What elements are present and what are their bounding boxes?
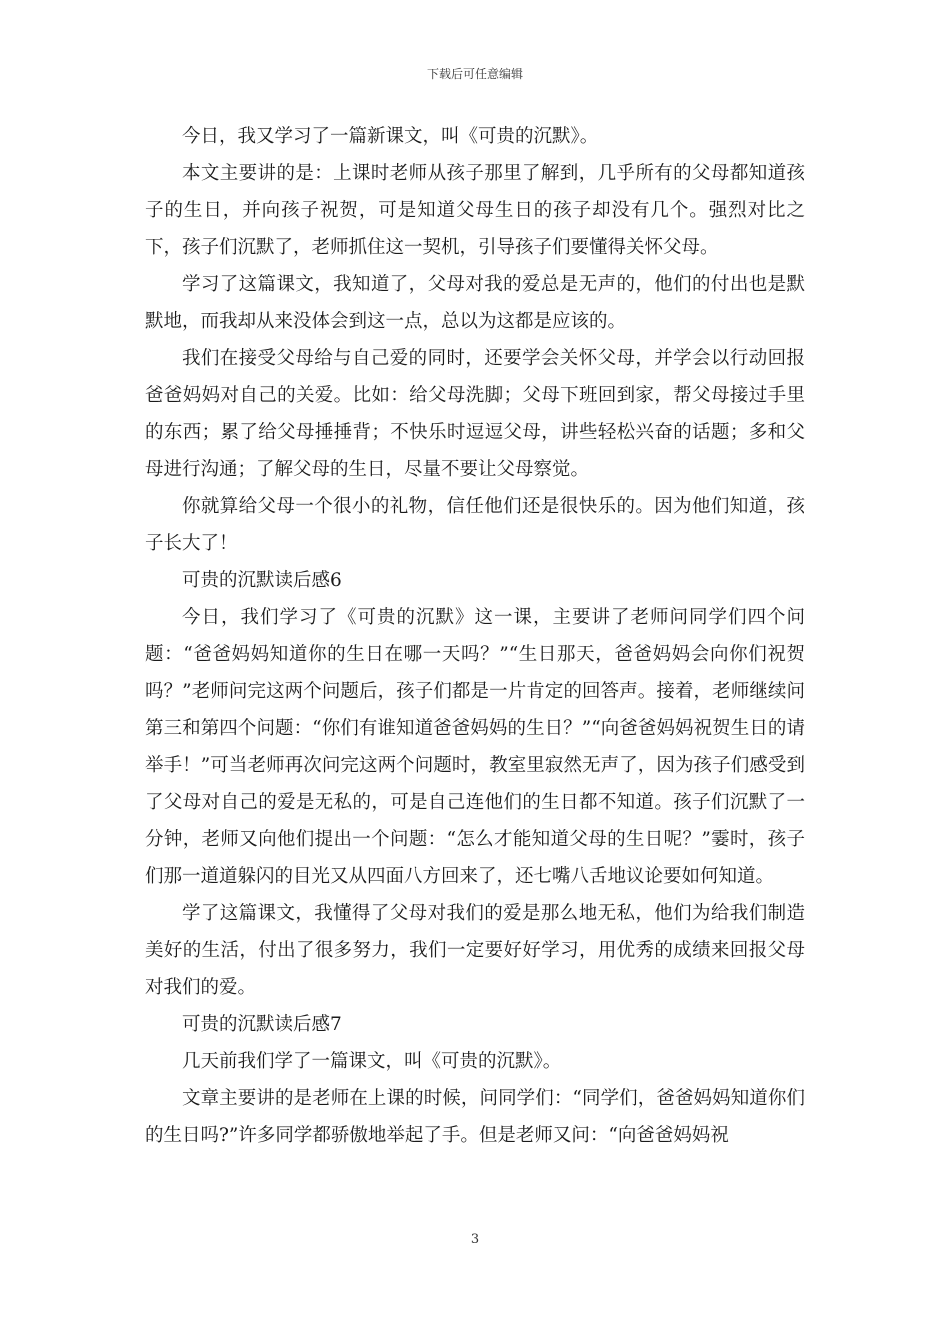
paragraph: 学了这篇课文，我懂得了父母对我们的爱是那么地无私，他们为给我们制造美好的生活，付出了很多努力，我们一定要好好学习，用优秀的成绩来回报父母对我们的爱。 [145,903,805,998]
paragraph: 本文主要讲的是：上课时老师从孩子那里了解到，几乎所有的父母都知道孩子的生日，并向孩子祝贺，可是知道父母生日的孩子却没有几个。强烈对比之下，孩子们沉默了，老师抓住这一契机，引导孩子们要懂得关怀父母。 [145,163,805,258]
paragraph: 我们在接受父母给与自己爱的同时，还要学会关怀父母，并学会以行动回报爸爸妈妈对自己的关爱。比如：给父母洗脚；父母下班回到家，帮父母接过手里的东西；累了给父母捶捶背；不快乐时逗逗父母，讲些轻松兴奋的话题；多和父母进行沟通；了解父母的生日，尽量不要让父母察觉。 [145,348,805,480]
page-number: 3 [470,1232,480,1247]
section-heading: 可贵的沉默读后感6 [182,570,342,591]
paragraph: 学习了这篇课文，我知道了，父母对我的爱总是无声的，他们的付出也是默默地，而我却从来没体会到这一点，总以为这都是应该的。 [145,274,805,332]
paragraph: 今日，我们学习了《可贵的沉默》这一课，主要讲了老师问同学们四个问题：“爸爸妈妈知道你的生日在哪一天吗？”“生日那天，爸爸妈妈会向你们祝贺吗？”老师问完这两个问题后，孩子们都是一片肯定的回答声。接着，老师继续问第三和第四个问题：“你们有谁知道爸爸妈妈的生日？”“向爸爸妈妈祝贺生日的请举手！”可当老师再次问完这两个问题时，教室里寂然无声了，因为孩子们感受到了父母对自己的爱是无私的，可是自己连他们的生日都不知道。孩子们沉默了一分钟，老师又向他们提出一个问题：“怎么才能知道父母的生日呢？”霎时，孩子们那一道道躲闪的目光又从四面八方回来了，还七嘴八舌地议论要如何知道。 [145,607,805,887]
page-header: 下载后可任意编辑 [426,67,523,81]
paragraph: 几天前我们学了一篇课文，叫《可贵的沉默》。 [182,1051,562,1072]
paragraph: 今日，我又学习了一篇新课文，叫《可贵的沉默》。 [182,126,599,147]
paragraph: 你就算给父母一个很小的礼物，信任他们还是很快乐的。因为他们知道，孩子长大了！ [145,496,805,554]
section-heading: 可贵的沉默读后感7 [182,1014,342,1035]
document-body [145,118,805,1154]
paragraph: 文章主要讲的是老师在上课的时候，问同学们：“同学们，爸爸妈妈知道你们的生日吗?”许多同学都骄傲地举起了手。但是老师又问：“向爸爸妈妈祝 [145,1088,805,1146]
